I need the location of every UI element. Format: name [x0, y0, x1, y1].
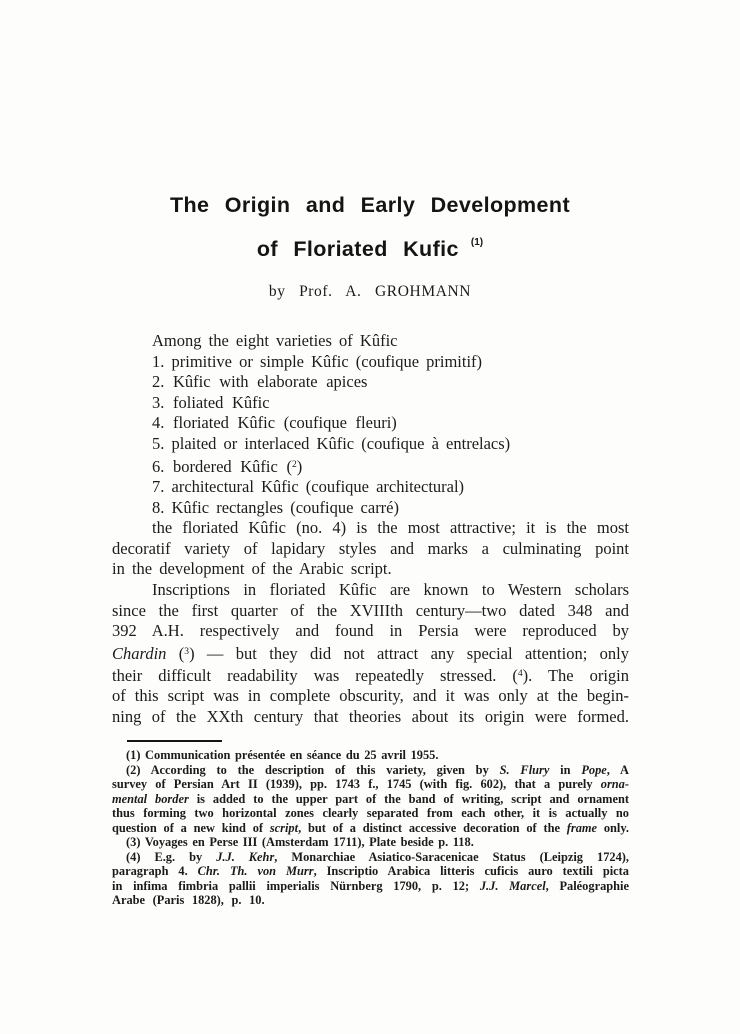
text-line: Inscriptions in floriated Kûfic are known to Western scholars [152, 579, 629, 599]
title-line-2 [0, 230, 740, 262]
text-line: 7. architectural Kûfic (coufique architectural) [152, 476, 465, 496]
text-line: 3. foliated Kûfic [152, 392, 270, 412]
italic-text: frame [566, 820, 598, 835]
text-line: 5. plaited or interlaced Kûfic (coufique à entrelacs) [152, 433, 511, 453]
text-line: (3) Voyages en Perse III (Amsterdam 1711), Plate beside p. 118. [126, 835, 474, 850]
footnote-divider [127, 740, 222, 742]
text-line: Among the eight varieties of Kûfic [152, 331, 398, 350]
text-line: (4) E.g. by J.J. Kehr, Monarchiae Asiatico-Saracenicae Status (Leipzig 1724), [126, 849, 630, 864]
text-line: their difficult readability was repeatedly stressed. ($^4$). The origin [112, 665, 630, 685]
text-line: question of a new kind of script, but of a distinct accessive decoration of the frame only. [112, 820, 629, 835]
text-line: 6. bordered Kûfic ($^2$) [152, 456, 303, 476]
text-line: paragraph 4. Chr. Th. von Murr, Inscriptio Arabica litteris cuficis auro textili picta [112, 864, 629, 879]
text-line: 1. primitive or simple Kûfic (coufique primitif) [152, 351, 483, 371]
italic-text: Pope [581, 762, 607, 777]
title-footnote-marker: (1) [470, 237, 484, 248]
text-line: in the development of the Arabic script. [112, 559, 392, 579]
text-line: 2. Kûfic with elaborate apices [152, 372, 368, 392]
text-line: Arabe (Paris 1828), p. 10. [112, 893, 265, 908]
footnote-reference-marker: 3 [184, 645, 190, 657]
italic-text: orna- [600, 777, 629, 792]
text-line: decoratif variety of lapidary styles and marks a culminating point [112, 538, 629, 558]
text-line: ning of the XXth century that theories about its origin were formed. [112, 707, 629, 727]
italic-text: Chr. Th. von Murr [197, 864, 314, 879]
text-line: mental border is added to the upper part of the band of writing, script and ornament [112, 791, 629, 806]
text-line: of this script was in complete obscurity, and it was only at the begin- [112, 686, 629, 706]
byline: by Prof. A. GROHMANN [268, 283, 472, 300]
footnote-reference-marker: 4 [517, 668, 523, 680]
text-line: survey of Persian Art II (1939), pp. 1743 f., 1745 (with fig. 602), that a purely orna- [112, 777, 629, 792]
text-line: the floriated Kûfic (no. 4) is the most attractive; it is the most [152, 518, 629, 538]
title-line-2-text: of Floriated Kufic [256, 237, 459, 261]
italic-text: J.J. Marcel [479, 878, 546, 893]
footnotes [112, 748, 629, 908]
text-line: thus forming two horizontal zones clearly separated from each other, it is actually no [112, 806, 629, 821]
footnote-reference-marker: 2 [291, 458, 297, 470]
text-line: since the first quarter of the XVIIIth century—two dated 348 and [112, 600, 629, 620]
text-line: Chardin ($^3$) — but they did not attract any special attention; only [112, 643, 629, 663]
italic-text: script [269, 820, 299, 835]
text-line: 8. Kûfic rectangles (coufique carré) [152, 497, 399, 517]
text-line: 4. floriated Kûfic (coufique fleuri) [152, 413, 397, 433]
italic-text: S. Flury [499, 762, 550, 777]
paper-title [0, 192, 740, 262]
italic-text: J.J. Kehr [216, 849, 275, 864]
title-line-1: The Origin and Early Development [169, 193, 571, 217]
italic-text: Chardin [112, 643, 167, 663]
text-line: in infima fimbria pallii imperialis Nürnberg 1790, p. 12; J.J. Marcel, Paléographie [112, 878, 629, 893]
text-line: (1) Communication présentée en séance du 25 avril 1955. [126, 748, 439, 762]
text-line: (2) According to the description of this variety, given by S. Flury in Pope, A [126, 762, 629, 777]
italic-text: mental border [112, 791, 189, 806]
text-line: 392 A.H. respectively and found in Persia were reproduced by [112, 621, 629, 641]
body-text [112, 331, 629, 728]
